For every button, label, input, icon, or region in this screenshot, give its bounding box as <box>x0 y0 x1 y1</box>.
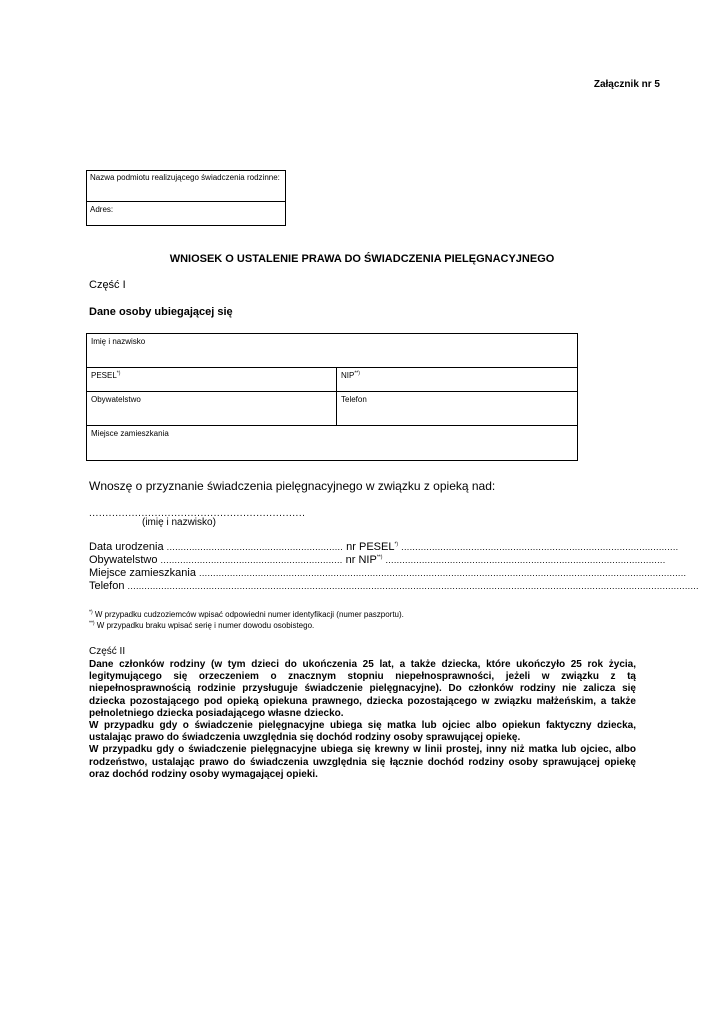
entity-box <box>86 170 286 226</box>
applicant-nip-label: NIP <box>341 371 355 380</box>
applicant-pesel-field[interactable] <box>87 368 337 391</box>
birth-date-label: Data urodzenia <box>89 541 164 553</box>
cared-residence-label: Miejsce zamieszkania <box>89 567 196 579</box>
name-caption: (imię i nazwisko) <box>142 517 216 528</box>
footnotes <box>89 609 404 631</box>
applicant-citizenship-label: Obywatelstwo <box>91 395 141 404</box>
citizenship-row[interactable]: Obywatelstwo ................................................................. nr NIP**) .................................................................................................... <box>89 554 666 566</box>
family-paragraph-3: W przypadku gdy o świadczenie pielęgnacyjne ubiega się krewny w linii prostej, inny niż matka lub ojciec, albo rodzeństwo, ustalając prawo do świadczenia uwzględnia się łącznie dochód rodziny osoby sprawującej opiekę oraz dochód rodziny osoby wymagającej opieki. <box>89 744 636 780</box>
cared-phone-label: Telefon <box>89 580 125 592</box>
request-text: Wnoszę o przyznanie świadczenia pielęgnacyjnego w związku z opieką nad: <box>89 479 496 493</box>
applicant-name-field[interactable] <box>87 334 577 367</box>
applicant-residence-label: Miejsce zamieszkania <box>91 429 169 438</box>
applicant-residence-field[interactable] <box>87 426 577 460</box>
applicant-table <box>86 333 578 461</box>
applicant-subheading: Dane osoby ubiegającej się <box>89 306 233 318</box>
phone-row[interactable]: Telefon ............................................................................................................................................................................................................ <box>89 580 699 592</box>
family-paragraph-1: Dane członków rodziny (w tym dzieci do ukończenia 25 lat, a także dziecka, które ukończyło 25 rok życia, legitymującego się orzeczeniem o znacznym stopniu niepełnosprawności, jeżeli w związku z tą niepełnosprawnością rodzinie przysługuje świadczenie pielęgnacyjne). Do członków rodziny nie zalicza się dziecka pozostającego pod opieką opiekuna prawnego, dziecka pozostającego w związku małżeńskim, a także pełnoletniego dziecka posiadającego własne dziecko. <box>89 659 636 719</box>
cared-nip-label: nr NIP <box>345 554 377 566</box>
part1-heading: Część I <box>89 279 126 291</box>
pesel-footnote-mark: *) <box>116 370 121 377</box>
entity-address-field[interactable]: Adres: <box>90 205 114 214</box>
entity-name-field[interactable]: Nazwa podmiotu realizującego świadczenia rodzinne: <box>87 171 285 202</box>
part2-heading: Część II <box>89 646 126 657</box>
cared-pesel-label: nr PESEL <box>346 541 395 553</box>
attachment-label: Załącznik nr 5 <box>593 79 660 90</box>
applicant-citizenship-field[interactable] <box>87 392 337 425</box>
applicant-phone-label: Telefon <box>341 395 367 404</box>
applicant-phone-field[interactable] <box>337 392 577 425</box>
footnote-1: *) W przypadku cudzoziemców wpisać odpowiedni numer identyfikacji (numer paszportu). <box>89 609 404 619</box>
applicant-pesel-label: PESEL <box>91 371 117 380</box>
residence-row[interactable]: Miejsce zamieszkania .............................................................................................................................................................................. <box>89 567 687 579</box>
applicant-nip-field[interactable] <box>337 368 577 391</box>
birth-date-row[interactable]: Data urodzenia ............................................................... nr PESEL*) ................................................................................................... <box>89 541 679 553</box>
family-instructions <box>89 659 636 781</box>
footnote-2: **) W przypadku braku wpisać serię i numer dowodu osobistego. <box>89 620 315 630</box>
form-title: WNIOSEK O USTALENIE PRAWA DO ŚWIADCZENIA PIELĘGNACYJNEGO <box>169 253 555 265</box>
applicant-name-label: Imię i nazwisko <box>91 337 146 346</box>
cared-citizenship-label: Obywatelstwo <box>89 554 158 566</box>
cared-pesel-mark: *) <box>394 541 399 548</box>
cared-nip-mark: **) <box>376 554 383 561</box>
family-paragraph-2: W przypadku gdy o świadczenie pielęgnacyjne ubiega się matka lub ojciec albo opiekun faktyczny dziecka, ustalając prawo do świadczenia uwzględnia się dochód rodziny osoby sprawującej opiekę. <box>89 720 636 744</box>
cared-person-name-field[interactable]: .................................................................. <box>89 508 306 519</box>
nip-footnote-mark: **) <box>354 370 360 377</box>
